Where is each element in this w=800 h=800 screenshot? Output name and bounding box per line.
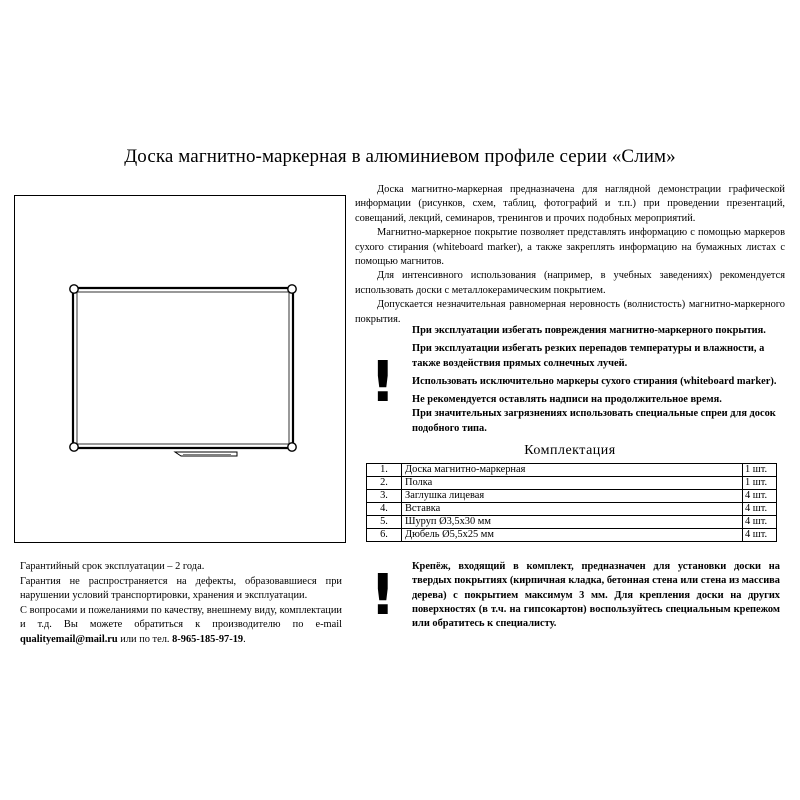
table-row: [367, 477, 777, 490]
mounting-warning: [412, 560, 780, 635]
warranty-line: Гарантийный срок эксплуатации – 2 года.: [20, 561, 205, 572]
intro-paragraph: Допускается незначительная равномерная неровность (волнистость) магнитно-маркерного покрытия.: [355, 299, 785, 325]
row-item: Шуруп Ø3,5х30 мм: [402, 516, 743, 529]
table-row: [367, 503, 777, 516]
kit-title: Комплектация: [524, 443, 616, 458]
row-qty: 4 шт.: [743, 503, 777, 516]
warning-line: При значительных загрязнениях использовать специальные спреи для досок подобного типа.: [412, 408, 776, 434]
intro-paragraph: Магнитно-маркерное покрытие позволяет представлять информацию с помощью маркеров сухого стирания (whiteboard marker), а также закреплять информацию на бумажных листах с помощью магнитов.: [355, 227, 785, 268]
contact-text: С вопросами и пожеланиями по качеству, внешнему виду, комплектации и т.д. Вы можете обратиться к производителю по e-mail: [20, 604, 342, 630]
contact-text: или по тел.: [117, 633, 173, 645]
contact-line: [20, 604, 342, 648]
row-item: Вставка: [402, 503, 743, 516]
exclamation-icon: !: [370, 350, 396, 415]
table-row: [367, 529, 777, 542]
row-item: Дюбель Ø5,5х25 мм: [402, 529, 743, 542]
warning-text: Крепёж, входящий в комплект, предназначен для установки доски на твердых покрытиях (кирпичная кладка, бетонная стена или стена из массива дерева) с покрытием максимум 3 мм. Для крепления доски на других поверхностях (в т.ч. на гипсокартон) воспользуйтесь специальным крепежом или обратитесь к специалисту.: [412, 561, 780, 630]
kit-table: [366, 463, 777, 542]
row-item: Полка: [402, 477, 743, 490]
warning-line: Использовать исключительно маркеры сухого стирания (whiteboard marker).: [412, 375, 777, 387]
row-qty: 1 шт.: [743, 464, 777, 477]
row-number: 6.: [367, 529, 402, 542]
row-qty: 1 шт.: [743, 477, 777, 490]
warning-line: При эксплуатации избегать повреждения магнитно-маркерного покрытия.: [412, 325, 766, 336]
row-item: Заглушка лицевая: [402, 490, 743, 503]
contact-text: .: [243, 633, 246, 645]
row-qty: 4 шт.: [743, 490, 777, 503]
warning-line: Не рекомендуется оставлять надписи на продолжительное время.: [412, 394, 722, 406]
row-number: 5.: [367, 516, 402, 529]
intro-paragraph: Доска магнитно-маркерная предназначена для наглядной демонстрации графической информации (рисунков, схем, таблиц, фотографий и т.п.) при проведении презентаций, совещаний, лекций, семинаров, тренингов и прочих подобных мероприятий.: [355, 184, 785, 224]
row-item: Доска магнитно-маркерная: [402, 464, 743, 477]
operation-warnings: [412, 324, 782, 440]
row-qty: 4 шт.: [743, 516, 777, 529]
intro-paragraph: Для интенсивного использования (например, в учебных заведениях) рекомендуется использовать доски с металлокерамическим покрытием.: [355, 270, 785, 296]
table-row: [367, 464, 777, 477]
product-illustration-frame: [14, 195, 346, 543]
row-qty: 4 шт.: [743, 529, 777, 542]
row-number: 2.: [367, 477, 402, 490]
warranty-line: Гарантия не распространяется на дефекты, образовавшиеся при нарушении условий транспортировки, хранения и эксплуатации.: [20, 575, 342, 601]
row-number: 1.: [367, 464, 402, 477]
phone-number: 8-965-185-97-19: [172, 633, 244, 645]
exclamation-icon: !: [370, 563, 396, 628]
row-number: 3.: [367, 490, 402, 503]
email-link[interactable]: qualityemail@mail.ru: [20, 633, 118, 645]
whiteboard-illustration: [15, 196, 345, 542]
row-number: 4.: [367, 503, 402, 516]
warranty-text: [20, 560, 342, 647]
table-row: [367, 516, 777, 529]
page-title: Доска магнитно-маркерная в алюминиевом профиле серии «Слим»: [124, 146, 676, 167]
warning-line: При эксплуатации избегать резких перепадов температуры и влажности, а также воздействия прямых солнечных лучей.: [412, 343, 765, 369]
table-row: [367, 490, 777, 503]
intro-text: [355, 183, 785, 327]
